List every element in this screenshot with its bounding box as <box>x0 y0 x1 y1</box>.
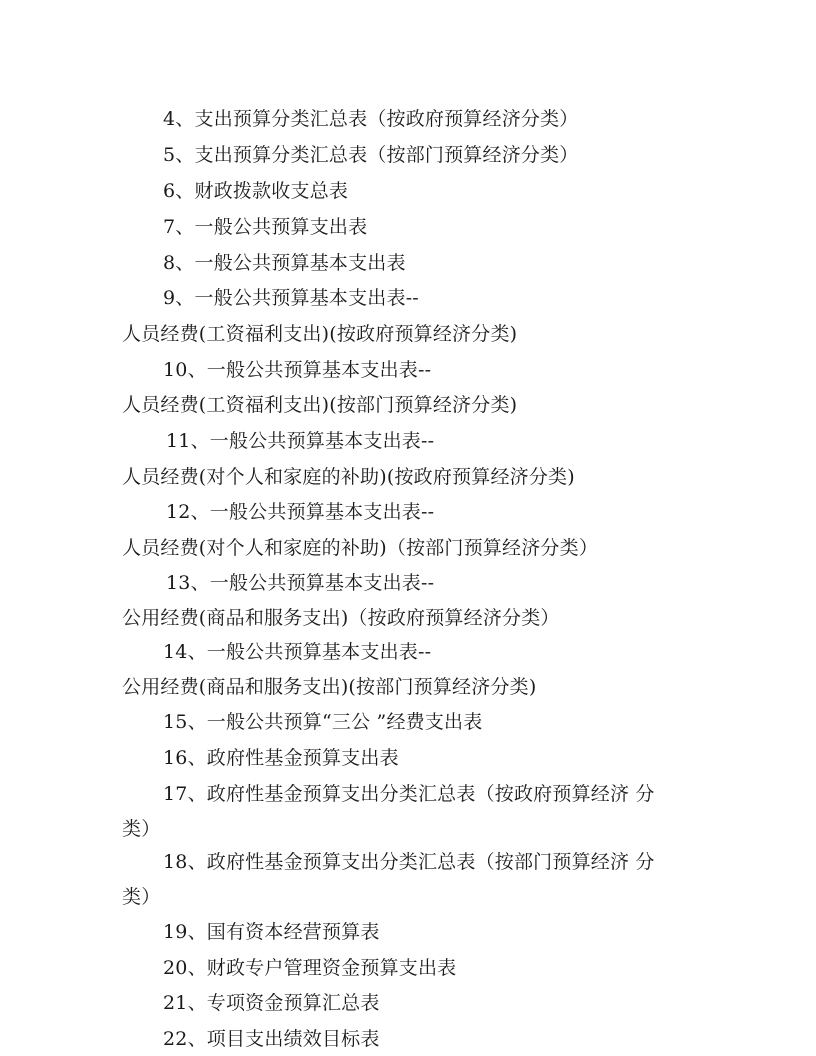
list-item-continuation: 类） <box>122 886 161 908</box>
list-item-continuation: 人员经费(对个人和家庭的补助)(按政府预算经济分类) <box>122 466 575 488</box>
list-item: 16、政府性基金预算支出表 <box>163 747 399 769</box>
list-item: 13、一般公共预算基本支出表-- <box>166 572 435 594</box>
list-item-continuation: 人员经费(工资福利支出)(按部门预算经济分类) <box>122 394 518 416</box>
list-item: 6、财政拨款收支总表 <box>163 180 349 202</box>
list-item-continuation: 公用经费(商品和服务支出)(按部门预算经济分类) <box>122 676 537 698</box>
list-item: 8、一般公共预算基本支出表 <box>163 252 406 274</box>
list-item-continuation: 人员经费(工资福利支出)(按政府预算经济分类) <box>122 323 518 345</box>
list-item: 22、项目支出绩效目标表 <box>163 1028 380 1050</box>
list-item: 7、一般公共预算支出表 <box>163 216 368 238</box>
list-item: 20、财政专户管理资金预算支出表 <box>163 957 457 979</box>
list-item: 9、一般公共预算基本支出表-- <box>163 287 419 309</box>
list-item: 12、一般公共预算基本支出表-- <box>166 501 435 523</box>
list-item: 4、支出预算分类汇总表（按政府预算经济分类） <box>163 108 579 130</box>
list-item: 11、一般公共预算基本支出表-- <box>166 430 435 452</box>
list-item-continuation: 人员经费(对个人和家庭的补助)（按部门预算经济分类） <box>122 537 599 559</box>
list-item: 5、支出预算分类汇总表（按部门预算经济分类） <box>163 144 579 166</box>
list-item-continuation: 类） <box>122 818 161 840</box>
list-item-continuation: 公用经费(商品和服务支出)（按政府预算经济分类） <box>122 607 560 629</box>
list-item: 19、国有资本经营预算表 <box>163 921 380 943</box>
list-item: 10、一般公共预算基本支出表-- <box>163 359 432 381</box>
list-item: 21、专项资金预算汇总表 <box>163 992 380 1014</box>
list-item: 17、政府性基金预算支出分类汇总表（按政府预算经济 分 <box>163 783 655 805</box>
list-item: 18、政府性基金预算支出分类汇总表（按部门预算经济 分 <box>163 851 655 873</box>
list-item: 14、一般公共预算基本支出表-- <box>163 641 432 663</box>
list-item: 15、一般公共预算“三公 ”经费支出表 <box>163 711 483 733</box>
